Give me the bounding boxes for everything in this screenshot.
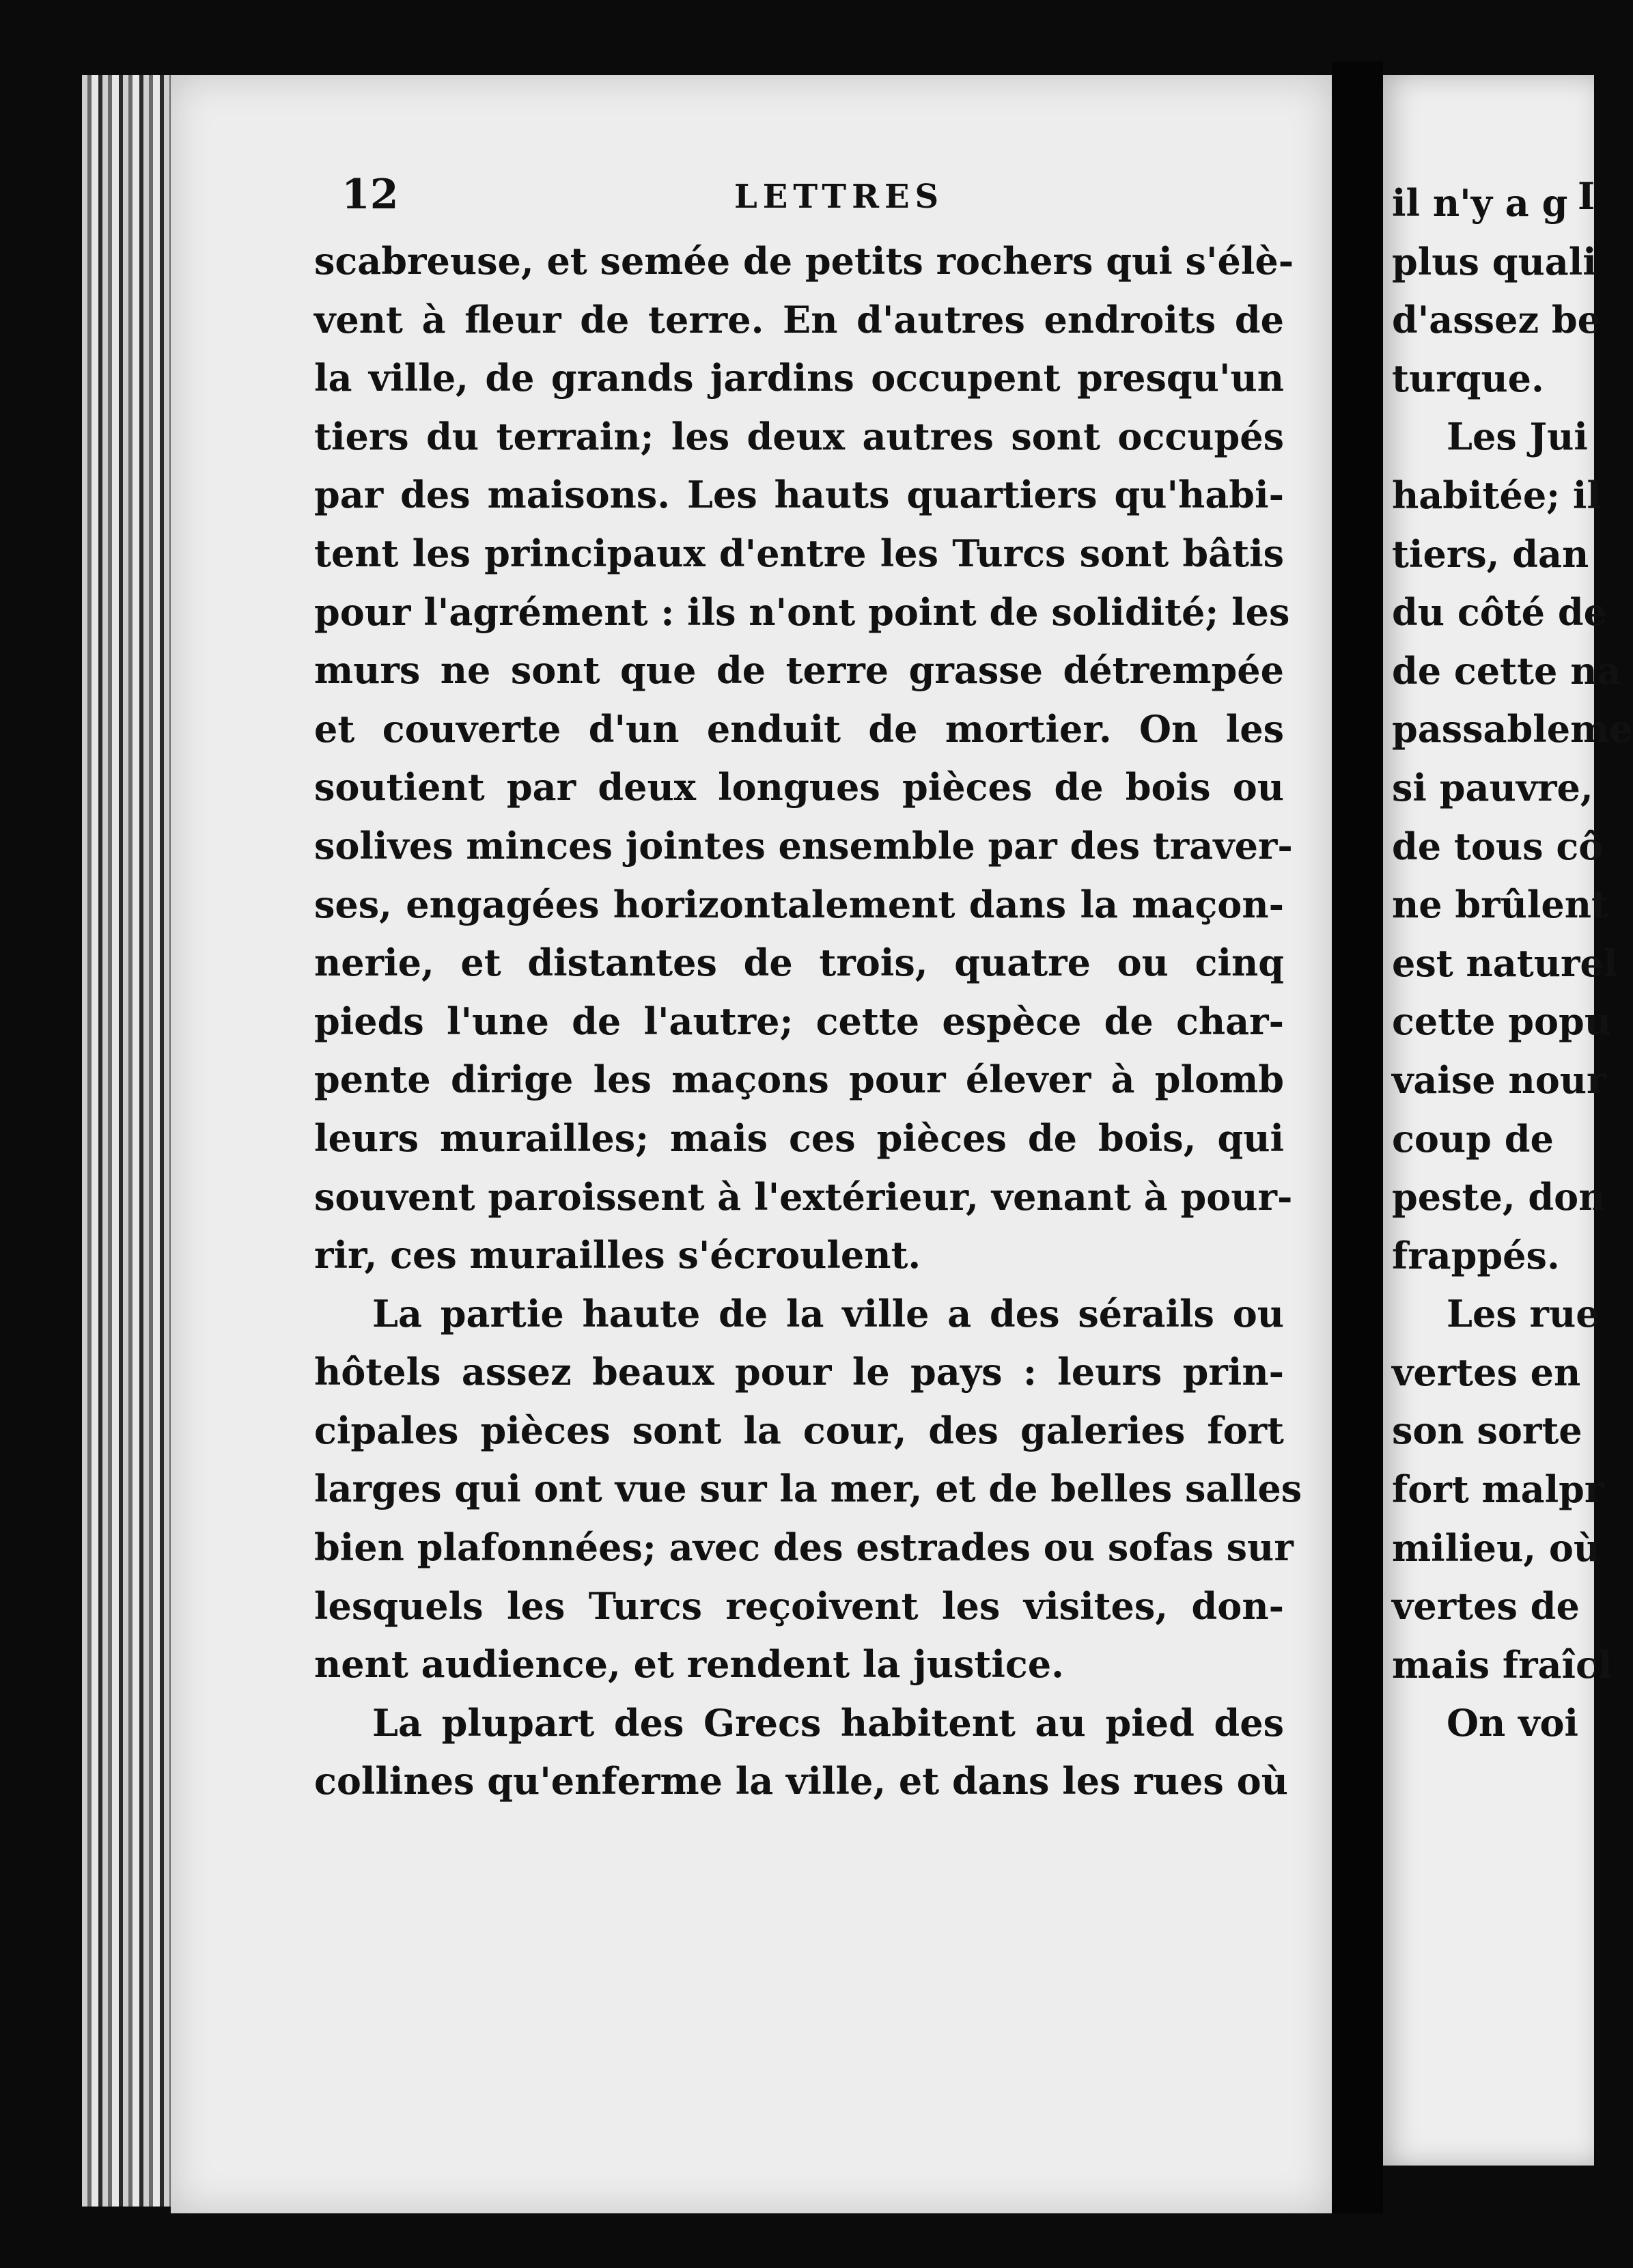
text-line: cipales pièces sont la cour, des galeries fort	[314, 1408, 1284, 1452]
scan-background	[0, 2213, 1594, 2268]
text-line: plus quali	[1392, 239, 1597, 284]
text-line: bien plafonnées; avec des estrades ou sofas sur	[314, 1525, 1294, 1570]
text-line: fort malpr	[1392, 1467, 1604, 1512]
text-line: vaise nour	[1392, 1057, 1606, 1102]
text-line: rir, ces murailles s'écroulent.	[314, 1233, 921, 1277]
text-line: On voi	[1447, 1701, 1579, 1745]
text-line: est naturel	[1392, 941, 1618, 985]
text-line: tiers, dan	[1392, 531, 1589, 576]
text-line: et couverte d'un enduit de mortier. On les	[314, 706, 1284, 751]
text-line: La partie haute de la ville a des sérails ou	[372, 1291, 1284, 1336]
text-line: larges qui ont vue sur la mer, et de belles salles	[314, 1467, 1302, 1511]
text-line: nerie, et distantes de trois, quatre ou cinq	[314, 941, 1284, 985]
text-line: cette popu	[1392, 999, 1612, 1044]
text-line: la ville, de grands jardins occupent presqu'un	[314, 356, 1284, 400]
text-line: turque.	[1392, 356, 1544, 400]
text-line: par des maisons. Les hauts quartiers qu'habi-	[314, 473, 1284, 517]
text-line: mais fraîcl	[1392, 1642, 1613, 1687]
text-line: hôtels assez beaux pour le pays : leurs prin-	[314, 1350, 1284, 1394]
text-line: du côté de	[1392, 590, 1607, 635]
text-line: solives minces jointes ensemble par des traver-	[314, 823, 1293, 868]
right-running-head: I	[1578, 174, 1595, 218]
text-line: d'assez be	[1392, 298, 1602, 342]
text-line: nent audience, et rendent la justice.	[314, 1642, 1064, 1687]
text-line: il n'y a g	[1392, 181, 1568, 225]
text-line: ne brûlent	[1392, 883, 1608, 927]
text-line: coup de	[1392, 1116, 1554, 1161]
left-page-text	[314, 232, 1302, 1811]
page-number: 12	[341, 171, 399, 219]
text-line: ses, engagées horizontalement dans la maçon-	[314, 882, 1284, 926]
text-line: soutient par deux longues pièces de bois ou	[314, 765, 1284, 810]
text-line: collines qu'enferme la ville, et dans les rues où	[314, 1759, 1288, 1803]
text-line: si pauvre,	[1392, 765, 1593, 810]
text-line: frappés.	[1392, 1233, 1560, 1277]
text-line: La plupart des Grecs habitent au pied des	[372, 1700, 1284, 1745]
text-line: peste, don	[1392, 1175, 1606, 1219]
text-line: vent à fleur de terre. En d'autres endroits de	[314, 297, 1284, 342]
text-line: milieu, où	[1392, 1525, 1601, 1570]
text-line: scabreuse, et semée de petits rochers qui s'élè-	[314, 239, 1294, 283]
right-page-text	[1392, 174, 1633, 1753]
text-line: vertes en	[1392, 1350, 1581, 1394]
text-line: de cette na	[1392, 648, 1621, 693]
header-title: LETTRES	[734, 178, 945, 216]
book-gutter	[1332, 61, 1383, 2234]
text-line: leurs murailles; mais ces pièces de bois, qui	[314, 1116, 1284, 1160]
text-line: pour l'agrément : ils n'ont point de solidité; les	[314, 590, 1290, 634]
book-edge	[82, 75, 184, 2207]
text-line: son sorte	[1392, 1409, 1582, 1453]
running-head	[314, 171, 1284, 225]
text-line: Les rue	[1447, 1292, 1600, 1336]
text-line: de tous cô	[1392, 824, 1604, 868]
text-line: murs ne sont que de terre grasse détrempée	[314, 648, 1284, 693]
text-line: tent les principaux d'entre les Turcs sont bâtis	[314, 531, 1284, 575]
text-line: pente dirige les maçons pour élever à plomb	[314, 1057, 1284, 1102]
text-line: lesquels les Turcs reçoivent les visites, don-	[314, 1584, 1284, 1628]
text-line: pieds l'une de l'autre; cette espèce de char-	[314, 999, 1284, 1043]
text-line: tiers du terrain; les deux autres sont occupés	[314, 414, 1284, 458]
text-line: passableme	[1392, 707, 1633, 751]
text-line: habitée; il	[1392, 473, 1601, 517]
text-line: vertes de	[1392, 1584, 1580, 1629]
text-line: Les Jui	[1447, 415, 1588, 459]
text-line: souvent paroissent à l'extérieur, venant à pour-	[314, 1174, 1293, 1219]
